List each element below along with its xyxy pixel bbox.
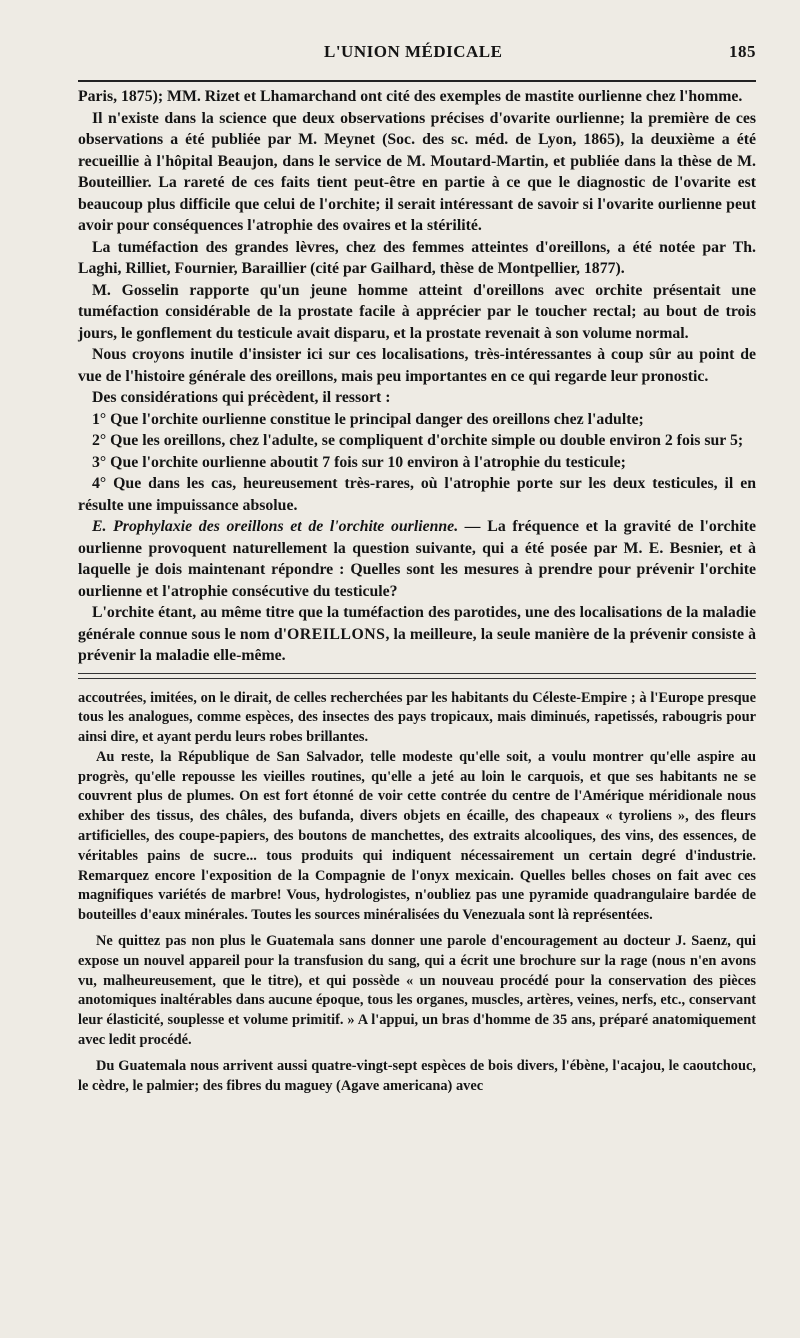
- conclusion-item: 4° Que dans les cas, heureusement très-rares, où l'atrophie porte sur les deux testicules, il en résulte une impuissance absolue.: [78, 475, 756, 514]
- paragraph-conclusion: [78, 602, 756, 667]
- conclusion-item: 3° Que l'orchite ourlienne aboutit 7 fois sur 10 environ à l'atrophie du testicule;: [92, 453, 626, 471]
- section-text: La fréquence et la gravité de l'orchite ourlienne provoquent naturellement la question suivante, qui a été posée par M. E. Besnier, et à laquelle je dois maintenant répondre : Quelles sont les mesures à prendre pour prévenir l'orchite ourlienne et l'atrophie consécutive du testicule?: [78, 518, 756, 600]
- journal-title: L'UNION MÉDICALE: [324, 42, 503, 61]
- feuilleton-paragraph: accoutrées, imitées, on le dirait, de celles recherchées par les habitants du Céleste-Empire ; à l'Europe presque tous les analogues, comme espèces, des insectes des pays tropicaux, mais diminués, rapetissés, rabougris pour ainsi dire, et ayant perdu leurs robes brillantes.: [78, 689, 756, 746]
- conclusion-item: 1° Que l'orchite ourlienne constitue le principal danger des oreillons chez l'adulte;: [92, 410, 644, 428]
- feuilleton-paragraph: Au reste, la République de San Salvador, telle modeste qu'elle soit, a voulu montrer qu'elle aspire au progrès, qu'elle repousse les vieilles routines, qu'elle a jeté au loin le carquois, et que ses habitants ne se couvrent plus de plumes. On est fort étonné de voir cette contrée du centre de l'Amérique méridionale nous exhiber des tissus, des châles, des bufanda, divers objets en écaille, des chapeaux « tyroliens », des fleurs artificielles, des coupe-papiers, des boutons de manchettes, des extraits alcooliques, des vins, des essences, de véritables pains de sucre... tous produits qui indiquent nécessairement un certain degré d'industrie. Remarquez encore l'exposition de la Compagnie de l'onyx mexicain. Quelles belles choses on fait avec ces magnifiques variétés de marbre! Vous, hydrologistes, n'oubliez pas une pyramide quadrangulaire bardée de bouteilles d'eaux minérales. Toutes les sources minéralisées du Venezuala sont là représentées.: [78, 748, 756, 924]
- paragraph-prostate: M. Gosselin rapporte qu'un jeune homme atteint d'oreillons avec orchite présentait une tuméfaction considérable de la prostate facile à apprécier par le toucher rectal; au bout de trois jours, le gonflement du testicule avait disparu, et la prostate revenait à son volume normal.: [78, 281, 756, 342]
- section-heading: E. Prophylaxie des oreillons et de l'orchite ourlienne. —: [92, 518, 481, 535]
- running-head: [78, 42, 756, 70]
- feuilleton-paragraph: Ne quittez pas non plus le Guatemala sans donner une parole d'encouragement au docteur J. Saenz, qui expose un nouvel appareil pour la transfusion du sang, qui a écrit une brochure sur la rage (nous n'en avons vu, malheureusement, que le titre), et qui possède « un nouveau procédé pour la conservation des pièces anotomiques inaltérables dans aucune époque, tous les organes, muscles, artères, veines, nerfs, etc., conservant leur élasticité, souplesse et volume primitif. » A l'appui, un bras d'homme de 35 ans, préparé anatomiquement avec ledit procédé.: [78, 933, 756, 1049]
- page-number: 185: [729, 42, 756, 61]
- final-text-before: L'orchite étant, au même titre que la tuméfaction des parotides, une des localisations de la maladie générale connue sous le nom d': [78, 604, 756, 643]
- section-prophylaxie: [78, 516, 756, 602]
- paragraph-grandes-levres: La tuméfaction des grandes lèvres, chez des femmes atteintes d'oreillons, a été notée par Th. Laghi, Rilliet, Fournier, Baraillier (cité par Gailhard, thèse de Montpellier, 1877).: [78, 238, 756, 277]
- final-term: OREILLONS: [287, 625, 386, 643]
- final-text-after: , la meilleure, la seule manière de la prévenir consiste à prévenir la maladie elle-même.: [78, 625, 757, 664]
- feuilleton-separator: [78, 673, 756, 679]
- feuilleton-paragraph: Du Guatemala nous arrivent aussi quatre-vingt-sept espèces de bois divers, l'ébène, l'acajou, le caoutchouc, le cèdre, le palmier; des fibres du maguey (Agave americana) avec: [78, 1057, 756, 1094]
- paragraph-mastitis: Paris, 1875); MM. Rizet et Lhamarchand ont cité des exemples de mastite ourlienne chez l'homme.: [78, 88, 743, 105]
- main-text: [78, 86, 756, 667]
- paragraph-ressort: Des considérations qui précèdent, il ressort :: [92, 389, 391, 406]
- feuilleton-text: [78, 689, 756, 1097]
- conclusion-item: 2° Que les oreillons, chez l'adulte, se compliquent d'orchite simple ou double environ 2 fois sur 5;: [92, 432, 744, 449]
- header-rule: [78, 80, 756, 82]
- paragraph-localisations: Nous croyons inutile d'insister ici sur ces localisations, très-intéressantes à coup sûr au point de vue de l'histoire générale des oreillons, mais peu importantes en ce qui regarde leur pronostic.: [78, 346, 756, 385]
- paragraph-ovarite: Il n'existe dans la science que deux observations précises d'ovarite ourlienne; la première de ces observations a été publiée par M. Meynet (Soc. des sc. méd. de Lyon, 1865), la deuxième a été recueillie à l'hôpital Beaujon, dans le service de M. Moutard-Martin, et publiée dans la thèse de M. Bouteillier. La rareté de ces faits tient peut-être en partie à ce que le diagnostic de l'ovarite est beaucoup plus difficile que celui de l'orchite; il serait intéressant de savoir si l'ovarite ourlienne peut avoir pour conséquences l'atrophie des ovaires et la stérilité.: [78, 109, 756, 234]
